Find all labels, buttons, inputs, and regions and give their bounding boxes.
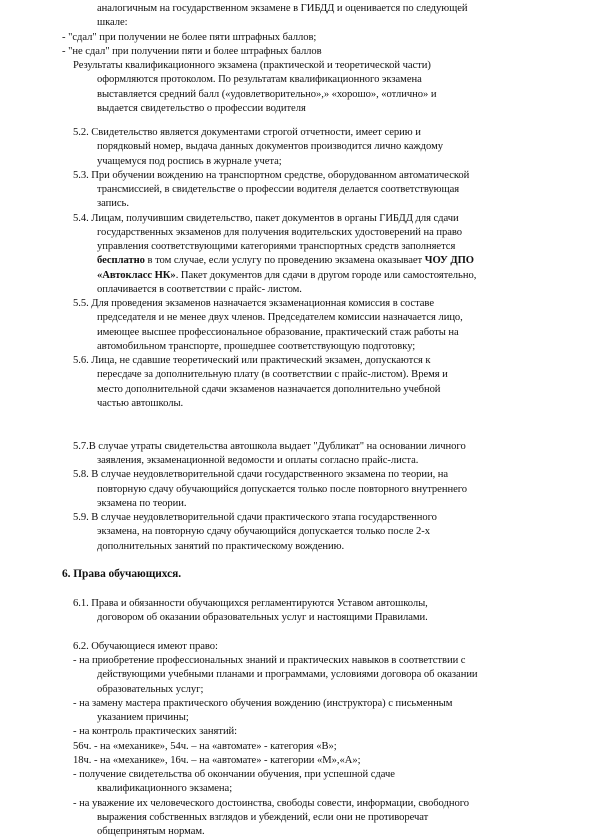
bold-phrase: «Автокласс НК» (97, 270, 176, 281)
bold-phrase: бесплатно (97, 255, 145, 266)
clause-6-1: 6.1. Права и обязанности обучающихся регламентируются Уставом автошколы, (73, 598, 428, 609)
text-line: выставляется средний балл («удовлетворительно»,» «хорошо», «отлично» и (97, 89, 437, 100)
text-line: аналогичным на государственном экзамене в ГИБДД и оценивается по следующей (97, 3, 468, 14)
text-line: порядковый номер, выдача данных документов производится лично каждому (97, 141, 443, 152)
text-line: дополнительных занятий по практическому вождению. (97, 541, 345, 552)
text-line: имеющее высшее профессиональное образование, практический стаж работы на (97, 327, 459, 338)
text-line: место дополнительной сдачи экзаменов назначается дополнительно учебной (97, 384, 441, 395)
list-item: - на контроль практических занятий: (73, 726, 238, 737)
text-line: шкале: (97, 17, 128, 28)
text-line: автомобильном транспорте, прошедшее соответствующую подготовку; (97, 341, 416, 352)
clause-5-6: 5.6. Лица, не сдавшие теоретический или практический экзамен, допускаются к (73, 355, 431, 366)
text-line: государственных экзаменов для получения водительских удостоверений на право (97, 227, 462, 238)
list-item: - на приобретение профессиональных знаний и практических навыков в соответствии с (73, 655, 466, 666)
list-item: - на замену мастера практического обучения вождению (инструктора) с письменным (73, 698, 453, 709)
text-line: трансмиссией, в свидетельстве о профессии водителя делается соответствующая (97, 184, 460, 195)
text-line: экзамена, на повторную сдачу обучающийся допускается только после 2-х (97, 526, 431, 537)
clause-6-2: 6.2. Обучающиеся имеют право: (73, 641, 218, 652)
clause-5-3: 5.3. При обучении вождению на транспортном средстве, оборудованном автоматической (73, 170, 470, 181)
list-item: - "не сдал" при получении пяти и более штрафных баллов (62, 46, 322, 57)
text-line: учащемуся под роспись в журнале учета; (97, 156, 282, 167)
text-line: заявления, экзаменационной ведомости и оплаты согласно прайс-листа. (97, 455, 419, 466)
section-heading: 6. Права обучающихся. (62, 568, 182, 580)
bold-phrase: ЧОУ ДПО (424, 255, 474, 266)
text-line: управления соответствующими категориями транспортных средств заполняется (97, 241, 456, 252)
text-line: запись. (97, 198, 129, 209)
list-item: - получение свидетельства об окончании обучения, при успешной сдаче (73, 769, 395, 780)
text-line: 18ч. - на «механике», 16ч. – на «автомате» - категории «М»,«А»; (73, 755, 361, 766)
text-line: образовательных услуг; (97, 684, 204, 695)
clause-5-9: 5.9. В случае неудовлетворительной сдачи практического этапа государственного (73, 512, 437, 523)
list-item: - на уважение их человеческого достоинства, свободы совести, информации, свободного (73, 798, 469, 809)
text-line: договором об оказании образовательных услуг и настоящими Правилами. (97, 612, 428, 623)
text-line: «Автокласс НК». Пакет документов для сдачи в другом городе или самостоятельно, (97, 270, 477, 281)
text-line: оформляются протоколом. По результатам квалификационного экзамена (97, 74, 422, 85)
clause-5-2: 5.2. Свидетельство является документами строгой отчетности, имеет серию и (73, 127, 421, 138)
clause-5-8: 5.8. В случае неудовлетворительной сдачи государственного экзамена по теории, на (73, 469, 449, 480)
text-line: общепринятым нормам. (97, 826, 205, 837)
clause-5-7: 5.7.В случае утраты свидетельства автошкола выдает "Дубликат" на основании личного (73, 441, 466, 452)
text-line: повторную сдачу обучающийся допускается только после повторного внутреннего (97, 484, 467, 495)
text-line: 56ч. - на «механике», 54ч. – на «автомате» - категория «В»; (73, 741, 337, 752)
text-line: действующими учебными планами и программами, условиями договора об оказании (97, 669, 478, 680)
text-line: выдается свидетельство о профессии водителя (97, 103, 306, 114)
text-line: частью автошколы. (97, 398, 184, 409)
clause-5-4: 5.4. Лицам, получившим свидетельство, пакет документов в органы ГИБДД для сдачи (73, 213, 459, 224)
list-item: - "сдал" при получении не более пяти штрафных баллов; (62, 32, 317, 43)
text-line: указанием причины; (97, 712, 189, 723)
text-line: квалификационного экзамена; (97, 783, 233, 794)
text-line: выражения собственных взглядов и убеждений, если они не противоречат (97, 812, 429, 823)
text-line: председателя и не менее двух членов. Председателем комиссии назначается лицо, (97, 312, 463, 323)
text-line: оплачивается в соответствии с прайс- листом. (97, 284, 302, 295)
text-line: Результаты квалификационного экзамена (практической и теоретической части) (73, 60, 431, 71)
clause-5-5: 5.5. Для проведения экзаменов назначается экзаменационная комиссия в составе (73, 298, 434, 309)
text-line: пересдаче за дополнительную плату (в соответствии с прайс-листом). Время и (97, 369, 448, 380)
text-line: бесплатно в том случае, если услугу по проведению экзамена оказывает ЧОУ ДПО (97, 255, 474, 266)
text-line: экзамена по теории. (97, 498, 187, 509)
